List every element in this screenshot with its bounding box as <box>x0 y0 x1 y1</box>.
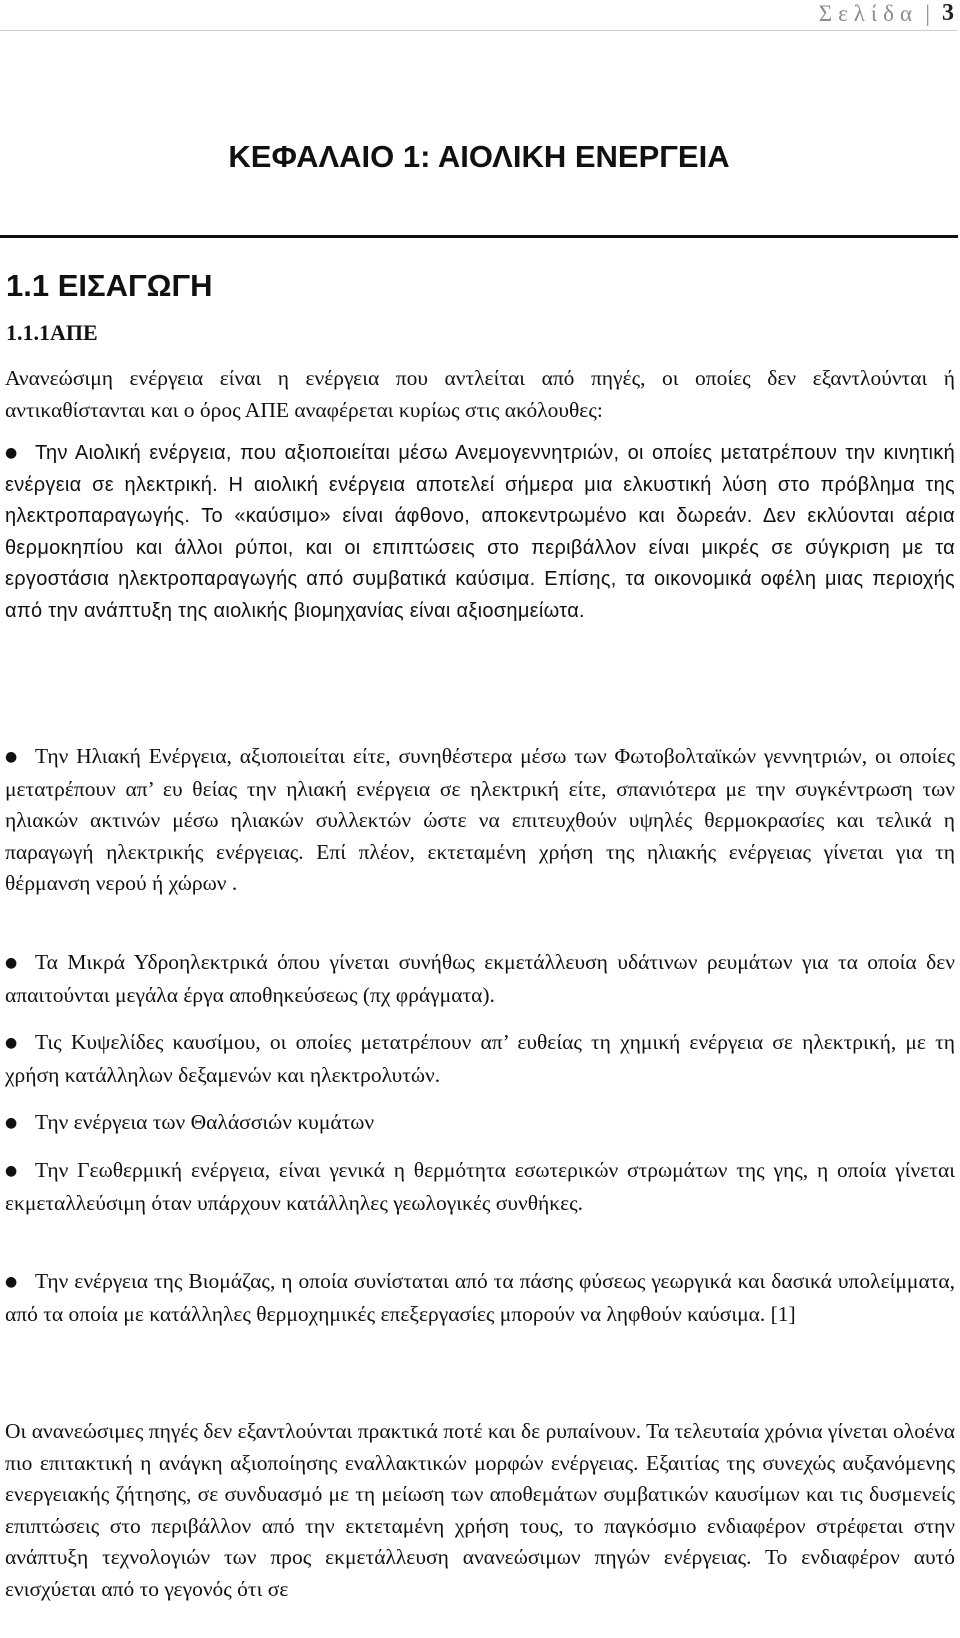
page-label-separator: | <box>925 1 930 26</box>
bullet-item-biomass <box>5 1266 955 1330</box>
section-title: 1.1 ΕΙΣΑΓΩΓΗ <box>6 268 213 303</box>
bullet-text-geothermal: Την Γεωθερμική ενέργεια, είναι γενικά η θερμότητα εσωτερικών στρωμάτων της γης, η οποία γίνεται εκμεταλλεύσιμη όταν υπάρχουν κατάλληλες γεωλογικές συνθήκες. <box>5 1158 955 1215</box>
bullet-icon: ● <box>5 1163 18 1179</box>
bullet-item-wind <box>5 438 955 627</box>
bullet-icon: ● <box>5 1115 18 1131</box>
bullet-item-solar <box>5 741 955 900</box>
bullet-item-waves <box>5 1107 955 1140</box>
subsection-title: 1.1.1ΑΠΕ <box>6 320 98 345</box>
chapter-title: ΚΕΦΑΛΑΙΟ 1: ΑΙΟΛΙΚΗ ΕΝΕΡΓΕΙΑ <box>228 139 730 174</box>
bullet-icon: ● <box>5 445 18 461</box>
bullet-text-biomass: Την ενέργεια της Βιομάζας, η οποία συνίσταται από τα πάσης φύσεως γεωργικά και δασικά υπολείμματα, από τα οποία με κατάλληλες θερμοχημικές επεξεργασίες μπορούν να ληφθούν καύσιμα. [1] <box>5 1269 955 1326</box>
bullet-icon: ● <box>5 1035 18 1051</box>
bullet-item-hydro <box>5 947 955 1011</box>
chapter-divider <box>0 235 958 238</box>
bullet-text-fuel-cells: Τις Κυψελίδες καυσίμου, οι οποίες μετατρέπουν απ’ ευθείας τη χημική ενέργεια σε ηλεκτρική, με τη χρήση κατάλληλων δεξαμενών και ηλεκτρολυτών. <box>5 1030 955 1087</box>
bullet-icon: ● <box>5 749 18 765</box>
closing-paragraph: Οι ανανεώσιμες πηγές δεν εξαντλούνται πρακτικά ποτέ και δε ρυπαίνουν. Τα τελευταία χρόνια γίνεται ολοένα πιο επιτακτική η ανάγκη αξιοποίησης εναλλακτικών μορφών ενέργειας. Εξαιτίας της συνεχώς αυξανόμενης ενεργειακής ζήτησης, σε συνδυασμό με τη μείωση των αποθεμάτων συμβατικών καυσίμων και τις δυσμενείς επιπτώσεις στο περιβάλλον από την εκτεταμένη χρήση τους, το παγκόσμιο ενδιαφέρον στρέφεται στην ανάπτυξη τεχνολογιών των προς εκμετάλλευση ανανεώσιμων πηγών ενέργειας. Το ενδιαφέρον αυτό ενισχύεται από το γεγονός ότι σε <box>5 1419 955 1601</box>
bullet-text-hydro: Τα Μικρά Υδροηλεκτρικά όπου γίνεται συνήθως εκμετάλλευση υδάτινων ρευμάτων για τα οποία δεν απαιτούνται μεγάλα έργα αποθηκεύσεως (πχ φράγματα). <box>5 950 955 1007</box>
bullet-item-geothermal <box>5 1155 955 1219</box>
intro-paragraph: Ανανεώσιμη ενέργεια είναι η ενέργεια που αντλείται από πηγές, οι οποίες δεν εξαντλούνται ή αντικαθίστανται και ο όρος ΑΠΕ αναφέρεται κυρίως στις ακόλουθες: <box>5 366 955 422</box>
page-label: Σελίδα <box>818 1 918 26</box>
page-header <box>0 0 958 31</box>
bullet-text-solar: Την Ηλιακή Ενέργεια, αξιοποιείται είτε, συνηθέστερα μέσω των Φωτοβολταϊκών γεννητριών, οι οποίες μετατρέπουν απ’ ευ θείας την ηλιακή ενέργεια σε ηλεκτρική είτε, σπανιότερα με την συγκέντρωση των ηλιακών ακτινών μέσω ηλιακών συλλεκτών ώστε να επιτευχθούν υψηλές θερμοκρασίες και τελικά η παραγωγή ηλεκτρικής ενέργειας. Επί πλέον, εκτεταμένη χρήση της ηλιακής ενέργειας γίνεται για τη θέρμανση νερού ή χώρων . <box>5 744 955 895</box>
page-number: 3 <box>942 0 954 26</box>
bullet-item-fuel-cells <box>5 1027 955 1091</box>
bullet-icon: ● <box>5 1274 18 1290</box>
bullet-icon: ● <box>5 955 18 971</box>
bullet-text-wind: Την Αιολική ενέργεια, που αξιοποιείται μέσω Ανεμογεννητριών, οι οποίες μετατρέπουν την κινητική ενέργεια σε ηλεκτρική. Η αιολική ενέργεια αποτελεί σήμερα μια ελκυστική λύση στο πρόβλημα της ηλεκτροπαραγωγής. Το «καύσιμο» είναι άφθονο, αποκεντρωμένο και δωρεάν. Δεν εκλύονται αέρια θερμοκηπίου και άλλοι ρύποι, και οι επιπτώσεις στο περιβάλλον είναι μικρές σε σύγκριση με τα εργοστάσια ηλεκτροπαραγωγής από συμβατικά καύσιμα. Επίσης, τα οικονομικά οφέλη μιας περιοχής από την ανάπτυξη της αιολικής βιομηχανίας είναι αξιοσημείωτα. <box>5 442 955 622</box>
bullet-text-waves: Την ενέργεια των Θαλάσσιών κυμάτων <box>35 1110 375 1134</box>
